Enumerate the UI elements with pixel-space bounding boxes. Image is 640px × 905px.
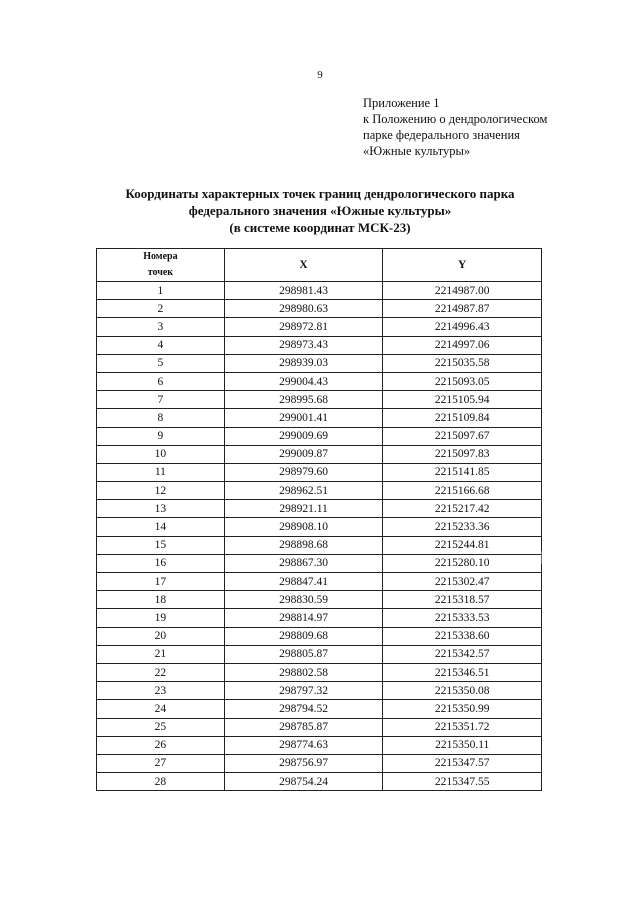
table-body [97, 282, 542, 791]
header-y: Y [383, 249, 542, 282]
cell-x: 298908.10 [224, 518, 383, 536]
table-row [97, 609, 542, 627]
cell-y: 2215280.10 [383, 554, 542, 572]
cell-point-number: 20 [97, 627, 225, 645]
appendix-line-3: парке федерального значения [363, 128, 520, 142]
table-row [97, 645, 542, 663]
table-row [97, 754, 542, 772]
cell-y: 2215166.68 [383, 482, 542, 500]
cell-y: 2215350.99 [383, 700, 542, 718]
cell-y: 2215346.51 [383, 663, 542, 681]
scan-edge-mark [541, 551, 542, 564]
table-row [97, 773, 542, 791]
cell-x: 298756.97 [224, 754, 383, 772]
cell-point-number: 18 [97, 591, 225, 609]
cell-x: 299009.69 [224, 427, 383, 445]
cell-x: 298797.32 [224, 682, 383, 700]
table-row [97, 663, 542, 681]
cell-x: 298867.30 [224, 554, 383, 572]
table-header-row [97, 249, 542, 282]
cell-point-number: 13 [97, 500, 225, 518]
table-row [97, 718, 542, 736]
cell-x: 298809.68 [224, 627, 383, 645]
cell-y: 2215105.94 [383, 391, 542, 409]
cell-point-number: 28 [97, 773, 225, 791]
table-row [97, 736, 542, 754]
cell-y: 2215093.05 [383, 372, 542, 390]
cell-point-number: 8 [97, 409, 225, 427]
cell-point-number: 12 [97, 482, 225, 500]
cell-point-number: 1 [97, 282, 225, 300]
cell-x: 298972.81 [224, 318, 383, 336]
appendix-reference [363, 95, 623, 159]
cell-point-number: 11 [97, 463, 225, 481]
cell-point-number: 19 [97, 609, 225, 627]
title-line-1: Координаты характерных точек границ дендрологического парка [125, 186, 515, 201]
cell-x: 298981.43 [224, 282, 383, 300]
cell-point-number: 26 [97, 736, 225, 754]
table-row [97, 409, 542, 427]
cell-x: 298995.68 [224, 391, 383, 409]
cell-x: 298973.43 [224, 336, 383, 354]
cell-point-number: 21 [97, 645, 225, 663]
coordinates-table [96, 248, 542, 791]
cell-point-number: 5 [97, 354, 225, 372]
table-row [97, 336, 542, 354]
page-number: 9 [317, 69, 323, 81]
appendix-line-2: к Положению о дендрологическом [363, 112, 548, 126]
cell-point-number: 15 [97, 536, 225, 554]
cell-y: 2215333.53 [383, 609, 542, 627]
cell-point-number: 4 [97, 336, 225, 354]
cell-y: 2215233.36 [383, 518, 542, 536]
cell-y: 2215302.47 [383, 573, 542, 591]
cell-point-number: 22 [97, 663, 225, 681]
table-row [97, 300, 542, 318]
appendix-line-1: Приложение 1 [363, 96, 440, 110]
cell-point-number: 6 [97, 372, 225, 390]
table-row [97, 554, 542, 572]
cell-x: 298814.97 [224, 609, 383, 627]
cell-x: 298794.52 [224, 700, 383, 718]
cell-x: 298802.58 [224, 663, 383, 681]
cell-y: 2215347.57 [383, 754, 542, 772]
cell-y: 2215097.67 [383, 427, 542, 445]
table-row [97, 682, 542, 700]
cell-y: 2215342.57 [383, 645, 542, 663]
cell-x: 298979.60 [224, 463, 383, 481]
cell-y: 2215351.72 [383, 718, 542, 736]
cell-y: 2215347.55 [383, 773, 542, 791]
table-row [97, 573, 542, 591]
cell-x: 298980.63 [224, 300, 383, 318]
cell-point-number: 14 [97, 518, 225, 536]
cell-x: 298921.11 [224, 500, 383, 518]
cell-point-number: 7 [97, 391, 225, 409]
cell-x: 298754.24 [224, 773, 383, 791]
table-row [97, 700, 542, 718]
cell-y: 2215350.11 [383, 736, 542, 754]
cell-y: 2215350.08 [383, 682, 542, 700]
table-row [97, 518, 542, 536]
header-point-number-line-1: Номера [143, 251, 178, 262]
table-row [97, 445, 542, 463]
cell-y: 2215338.60 [383, 627, 542, 645]
cell-point-number: 17 [97, 573, 225, 591]
table-row [97, 591, 542, 609]
cell-point-number: 16 [97, 554, 225, 572]
cell-point-number: 23 [97, 682, 225, 700]
cell-y: 2214996.43 [383, 318, 542, 336]
table-row [97, 427, 542, 445]
cell-point-number: 9 [97, 427, 225, 445]
table-row [97, 354, 542, 372]
cell-point-number: 3 [97, 318, 225, 336]
table-row [97, 318, 542, 336]
table-row [97, 500, 542, 518]
cell-y: 2215244.81 [383, 536, 542, 554]
table-row [97, 282, 542, 300]
cell-x: 298774.63 [224, 736, 383, 754]
table-row [97, 372, 542, 390]
header-point-number-line-2: точек [147, 267, 174, 278]
cell-point-number: 24 [97, 700, 225, 718]
table-row [97, 536, 542, 554]
cell-x: 298898.68 [224, 536, 383, 554]
table-row [97, 627, 542, 645]
cell-y: 2215035.58 [383, 354, 542, 372]
cell-point-number: 25 [97, 718, 225, 736]
document-title [0, 185, 640, 236]
appendix-line-4: «Южные культуры» [363, 144, 471, 158]
cell-y: 2215318.57 [383, 591, 542, 609]
cell-point-number: 2 [97, 300, 225, 318]
cell-x: 298805.87 [224, 645, 383, 663]
cell-point-number: 10 [97, 445, 225, 463]
table-row [97, 482, 542, 500]
cell-y: 2214987.87 [383, 300, 542, 318]
header-point-number [97, 249, 225, 282]
cell-y: 2215097.83 [383, 445, 542, 463]
cell-x: 299004.43 [224, 372, 383, 390]
cell-x: 298785.87 [224, 718, 383, 736]
cell-y: 2215109.84 [383, 409, 542, 427]
title-line-2: федерального значения «Южные культуры» [188, 203, 452, 218]
cell-point-number: 27 [97, 754, 225, 772]
cell-x: 298830.59 [224, 591, 383, 609]
table-row [97, 391, 542, 409]
table-row [97, 463, 542, 481]
header-x: X [224, 249, 383, 282]
cell-x: 299009.87 [224, 445, 383, 463]
cell-y: 2215141.85 [383, 463, 542, 481]
cell-y: 2214987.00 [383, 282, 542, 300]
cell-y: 2214997.06 [383, 336, 542, 354]
cell-x: 298939.03 [224, 354, 383, 372]
cell-x: 298847.41 [224, 573, 383, 591]
cell-x: 299001.41 [224, 409, 383, 427]
cell-x: 298962.51 [224, 482, 383, 500]
cell-y: 2215217.42 [383, 500, 542, 518]
title-line-3: (в системе координат МСК-23) [229, 220, 411, 235]
